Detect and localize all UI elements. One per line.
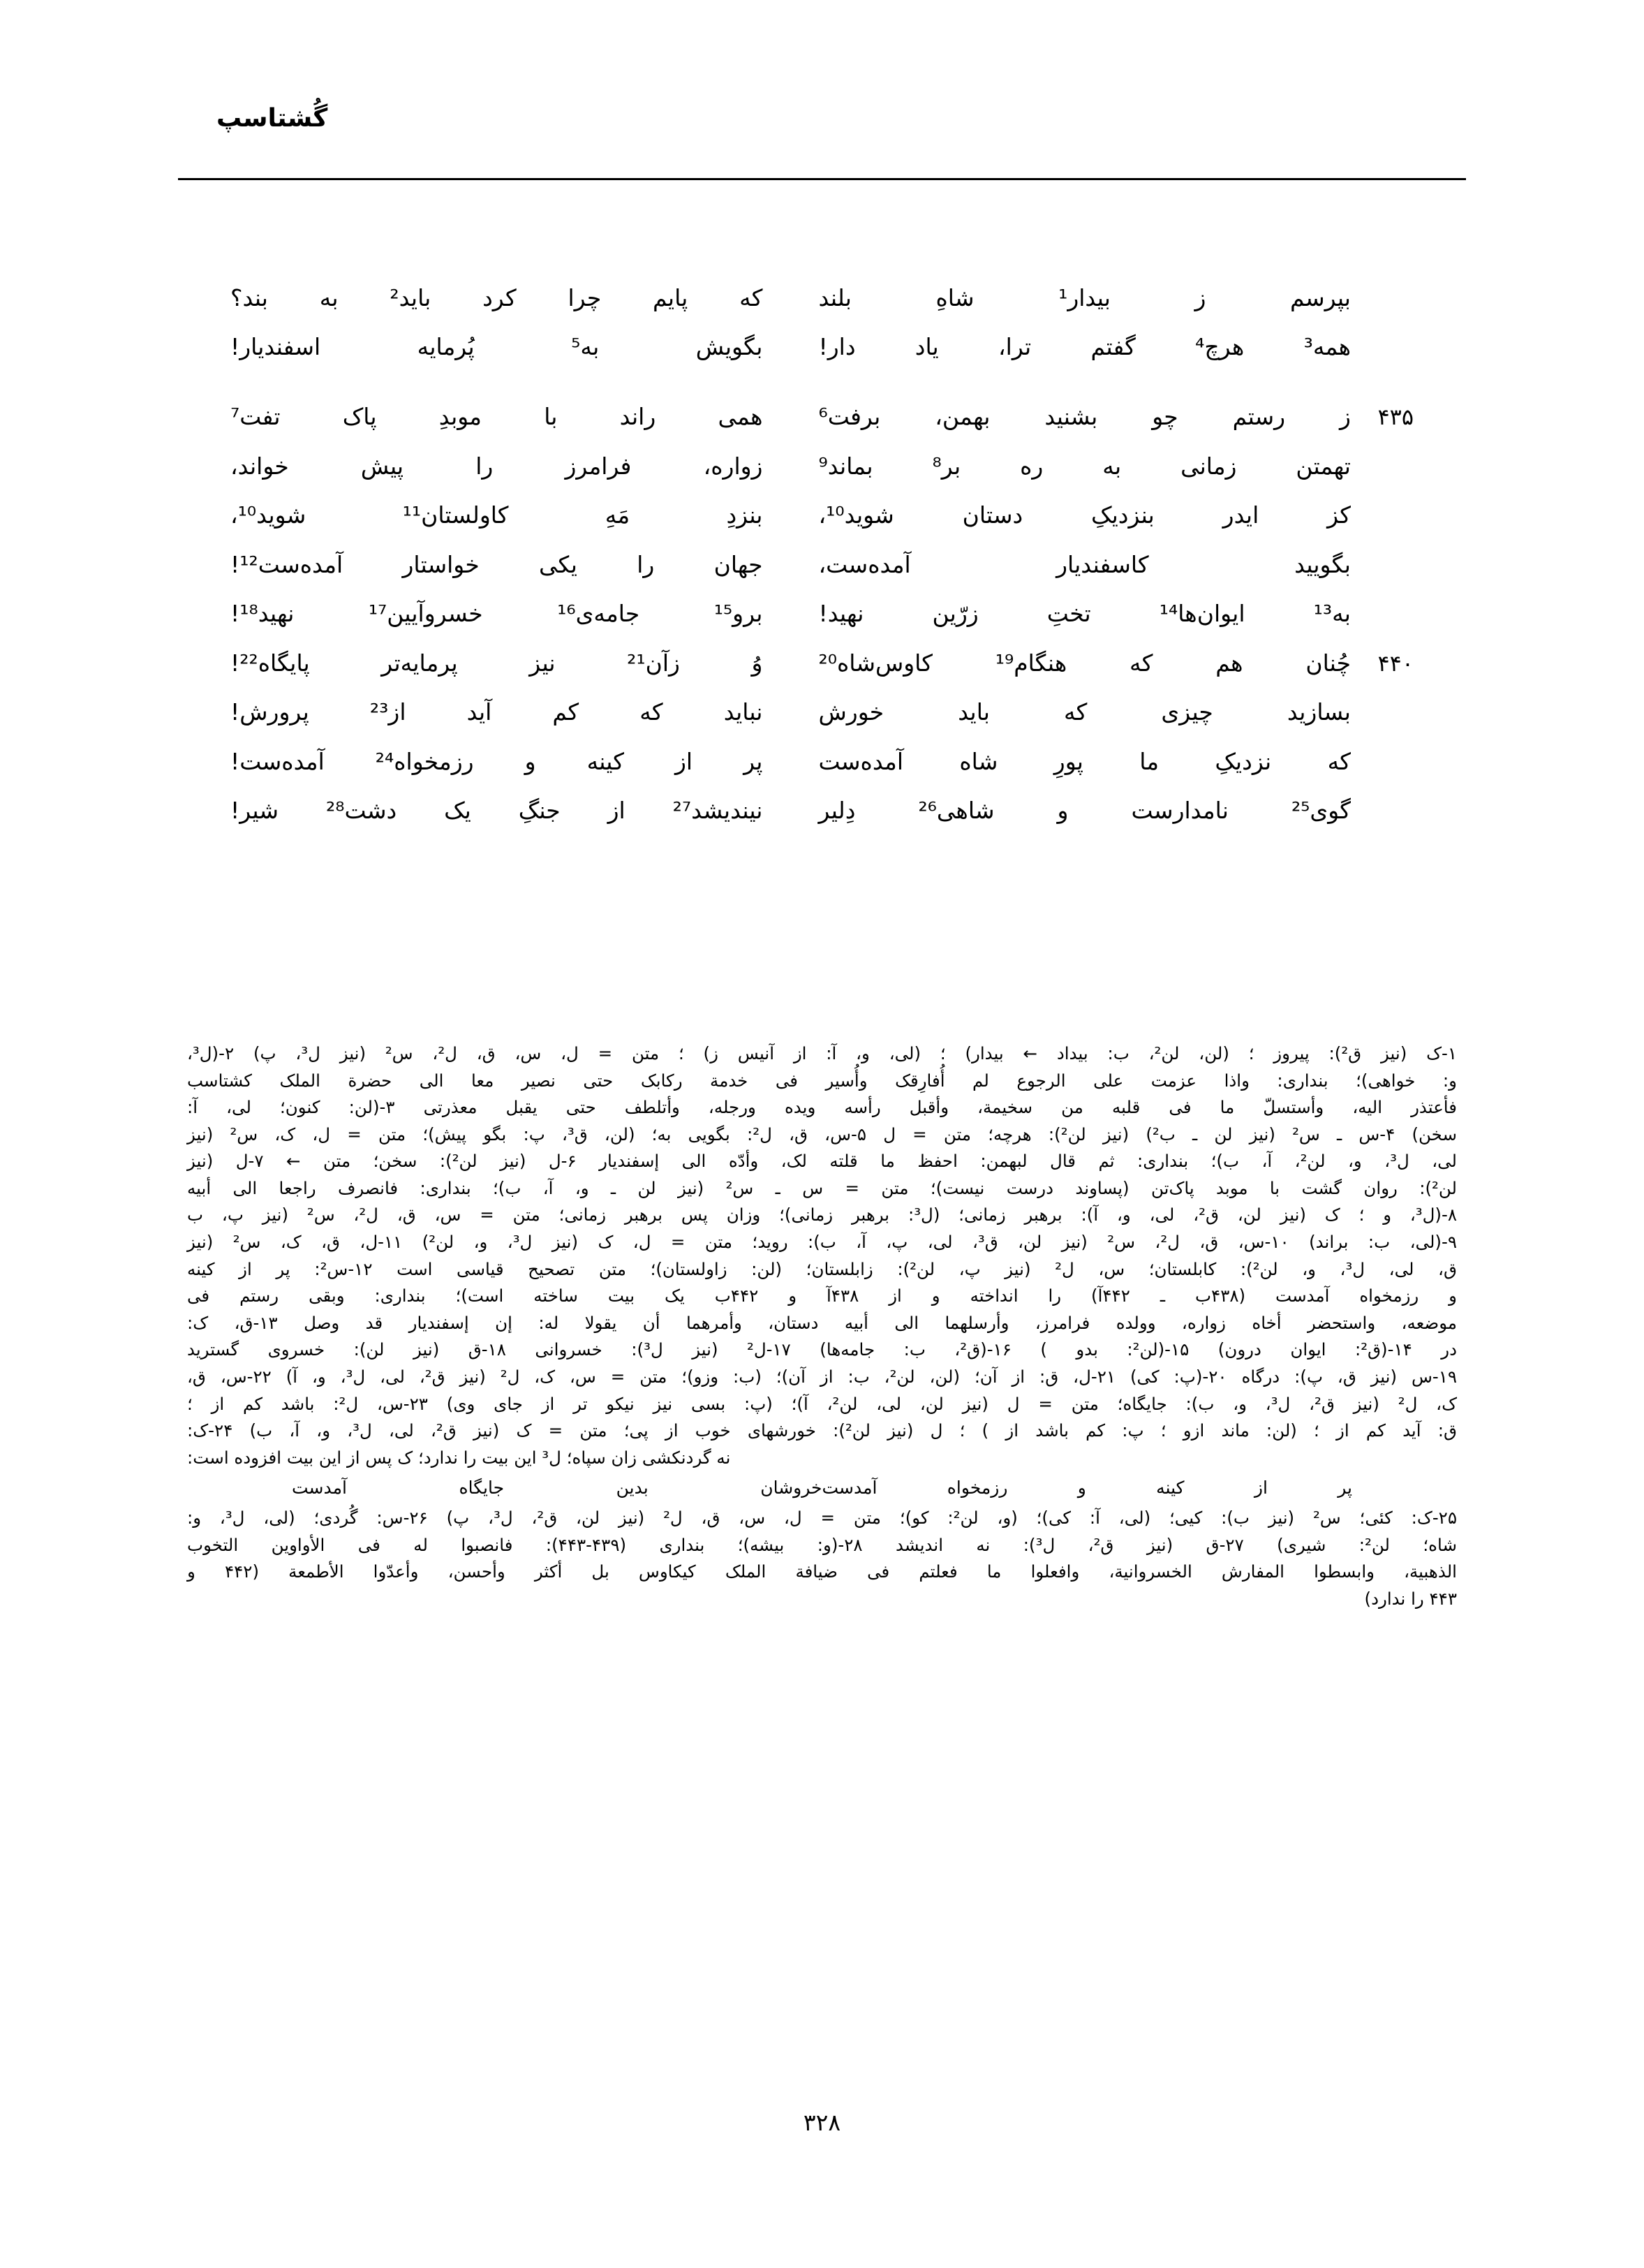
apparatus-line: سخن) ۴-س ـ س² (نیز لن ـ ب²) (نیز لن²): هرچه؛ متن = ل ۵-س، ق، ل²: بگویی به؛ (لن، ق³، پ: بگو پیش)؛ متن = ل، ک، س² (نیز — [187, 1124, 1458, 1144]
hemistich-first: ز رستم چو بشنید بهمن، برفت⁶ — [818, 402, 1351, 430]
hemistich-first: همه³ هرچ⁴ گفتم ترا، یاد دار! — [818, 333, 1351, 361]
quoted-hemistich-second: خروشان بدین جایگاه آمدست — [292, 1478, 822, 1498]
apparatus-block-after-quote — [187, 1505, 1457, 1612]
folio-number: ۳۲۸ — [803, 2109, 841, 2136]
couplet-row — [230, 693, 1414, 730]
hemistich-second: برو¹⁵ جامه‌ی¹⁶ خسروآیین¹⁷ نهید¹⁸! — [230, 600, 763, 628]
apparatus-line: ق: آید کم از ؛ (لن: ماند ازو ؛ پ: کم باشد از ) ؛ ل (نیز لن²): خورشهای خوب از پی؛ متن = ک (نیز ق²، لی، ل³، و، آ، ب) ۲۴-ک: — [187, 1420, 1458, 1441]
apparatus-line: ک، ل² (نیز ق²، ل³، و، ب): جایگاه؛ متن = ل (نیز لن، لی، لن²، آ)؛ (پ: بسی نیز نیکو تر از جای وی) ۲۳-س، ل²: باشد کم از ؛ — [187, 1393, 1458, 1414]
apparatus-line: و: خواهی)؛ بنداری: واذا عزمت علی الرجوع لم أُفارِقک وأُسیر فی خدمة رکابک حتی نصیر معا الی حضرة الملک کشتاسب — [187, 1070, 1457, 1091]
apparatus-line: ۲۵-ک: کئی؛ س² (نیز ب): کیی؛ (لی، آ: کی)؛ (و، لن²: کو)؛ متن = ل، س، ق، ل² (نیز لن، ق²، ل³، پ) ۲۶-س: گُردی؛ (لی، ل³، و: — [187, 1508, 1457, 1529]
couplet-row — [230, 595, 1414, 632]
hemistich-second: بگویش به⁵ پُرمایه اسفندیار! — [230, 333, 763, 361]
hemistich-second: جهان را یکی خواستار آمده‌ست¹²! — [230, 550, 763, 578]
apparatus-line: ۴۴۳ را ندارد) — [1364, 1588, 1457, 1609]
poetry-section — [230, 279, 1414, 841]
couplet-row — [230, 645, 1414, 682]
poetry-stanza — [230, 279, 1414, 366]
hemistich-second: نیندیشد²⁷ از جنگِ یک دشت²⁸ شیر! — [230, 797, 763, 825]
page-header — [178, 105, 1466, 182]
apparatus-line: لی، ل³، و، لن²، آ، ب)؛ بنداری: ثم قال لبهمن: احفظ ما قلته لک، وأدّه الی إسفندیار ۶-ل (نیز لن²): سخن؛ متن ← ۷-ل (نیز — [187, 1151, 1457, 1172]
header-divider-rule — [178, 178, 1466, 180]
hemistich-first: که نزدیکِ ما پورِ شاه آمده‌ست — [818, 747, 1351, 775]
apparatus-line: نه گردنکشی زان سپاه؛ ل³ این بیت را ندارد؛ ک پس از این بیت افزوده است: — [187, 1447, 731, 1468]
hemistich-second: پر از کینه و رزمخواه²⁴ آمده‌ست! — [230, 747, 763, 775]
couplet-row — [230, 496, 1414, 533]
apparatus-line: در ۱۴-(ق²: ایوان درون) ۱۵-(لن²: بدو ) ۱۶-(ق²، ب: جامه‌ها) ۱۷-ل² (نیز ل³): خسروانی ۱۸-ق (نیز لن): خسروی گسترید — [187, 1339, 1458, 1360]
quoted-hemistich-first: پر از کینه و رزمخواه آمدست — [822, 1478, 1352, 1498]
apparatus-line: ۸-(ل³، و ؛ ک (نیز لن، ق²، لی، و، آ): برهبر زمانی؛ (ل³: برهبر زمانی)؛ وزان پس برهبر زمانی؛ متن = س، ق، ل²، س² (نیز پ، ب — [187, 1205, 1457, 1225]
hemistich-first: بپرسم ز بیدار¹ شاهِ بلند — [818, 284, 1351, 311]
hemistich-second: همی راند با موبدِ پاک تفت⁷ — [230, 402, 763, 430]
couplet-row — [230, 279, 1414, 316]
hemistich-first: چُنان هم که هنگام¹⁹ کاوس‌شاه²⁰ — [818, 649, 1351, 677]
apparatus-line: فأعتذر الیه، وأستسلّ ما فی قلبه من سخیمة، وأقبل رأسه ویده ورجله، وأتلطف حتی یقبل معذرتی ۳-(لن: کنون؛ لی، آ: — [187, 1097, 1457, 1118]
hemistich-first: بسازید چیزی که باید خورش — [818, 698, 1351, 726]
hemistich-first: کز ایدر بنزدیکِ دستان شوید¹⁰، — [818, 501, 1351, 529]
apparatus-line: لن²): روان گشت با موبد پاک‌تن (پساوند درست نیست)؛ متن = س ـ س² (نیز لن ـ و، آ، ب)؛ بنداری: فانصرف راجعا الی أبیه — [187, 1177, 1457, 1198]
apparatus-quoted-couplet — [187, 1474, 1457, 1502]
hemistich-second: زواره، فرامرز را پیش خواند، — [230, 452, 763, 480]
apparatus-block-before-quote — [187, 1040, 1457, 1471]
hemistich-second: بنزدِ مَهِ کاولستان¹¹ شوید¹⁰، — [230, 501, 763, 529]
couplet-row — [230, 546, 1414, 583]
couplet-row — [230, 398, 1414, 436]
hemistich-first: بگویید کاسفندیار آمده‌ست، — [818, 550, 1351, 578]
couplet-row — [230, 792, 1414, 829]
hemistich-second: وُ زآن²¹ نیز پرمایه‌تر پایگاه²²! — [230, 649, 763, 677]
hemistich-first: گوی²⁵ نامدارست و شاهی²⁶ دِلیر — [818, 797, 1352, 825]
verse-number: ۴۴۰ — [1377, 649, 1414, 677]
apparatus-line: موضعه، واستحضر أخاه زواره، وولده فرامرز، وأرسلهما الی أبیه دستان، وأمرهما أن یقولا له: إن إسفندیار قد وصل ۱۳-ق، ک: — [187, 1312, 1457, 1333]
hemistich-first: به¹³ ایوان‌ها¹⁴ تختِ زرّین نهید! — [818, 600, 1351, 628]
couplet-row — [230, 743, 1414, 780]
apparatus-criticus — [187, 1040, 1457, 1613]
apparatus-line: شاه؛ لن²: شیری) ۲۷-ق (نیز ق²، ل³): نه اندیشد ۲۸-(و: بیشه)؛ بنداری (۴۳۹-۴۴۳): فانصبوا له فی الأواوین التخوب — [187, 1534, 1458, 1555]
hemistich-first: تهمتن زمانی به ره بر⁸ بماند⁹ — [818, 452, 1351, 480]
apparatus-line: الذهبیة، وابسطوا المفارش الخسروانیة، وافعلوا ما فعلتم فی ضیافة الملک کیکاوس بل أکثر وأحسن، وأعدّوا الأطمعة (۴۴۲ و — [187, 1561, 1457, 1582]
apparatus-line: ۱-ک (نیز ق²): پیروز ؛ (لن، لن²، ب: بیداد ← بیدار) ؛ (لی، و، آ: از آنیس ز) ؛ متن = ل، س، ق، ل²، س² (نیز ل³، پ) ۲-(ل³، — [187, 1043, 1458, 1063]
hemistich-second: که پایم چرا کرد باید² به بند؟ — [230, 284, 763, 311]
verse-number: ۴۳۵ — [1377, 403, 1414, 430]
couplet-row — [230, 448, 1414, 485]
poetry-stanza — [230, 398, 1414, 830]
apparatus-line: ق، لی، ل³، و، لن²): کابلستان؛ س، ل² (نیز پ، لن²): زابلستان؛ (لن: زاولستان)؛ متن تصحیح قیاسی است ۱۲-س²: پر از کینه — [187, 1258, 1457, 1279]
hemistich-second: نباید که کم آید از²³ پرورش! — [230, 698, 763, 726]
apparatus-line: ۱۹-س (نیز ق، پ): درگاه ۲۰-(پ: کی) ۲۱-ل، ق: از آن؛ (لن، لن²، ب: از آن)؛ (ب: وزو)؛ متن = س، ک، ل² (نیز ق²، لی، ل³، و، آ) ۲۲-س، ق، — [187, 1366, 1458, 1387]
apparatus-line: و رزمخواه آمدست (۴۳۸ب ـ ۴۴۲آ) را انداخته و از ۴۳۸آ و ۴۴۲ب یک بیت ساخته است)؛ بنداری: وبقی رستم فی — [187, 1286, 1457, 1306]
apparatus-line: ۹-(لی، ب: براند) ۱۰-س، ق، ل²، س² (نیز لن، ق³، لی، پ، آ، ب): روید؛ متن = ل، ک (نیز ل³، و، لن²) ۱۱-ل، ق، ک، س² (نیز — [187, 1232, 1458, 1253]
couplet-row — [230, 328, 1414, 365]
running-head-title: گُشتاسپ — [216, 104, 328, 133]
